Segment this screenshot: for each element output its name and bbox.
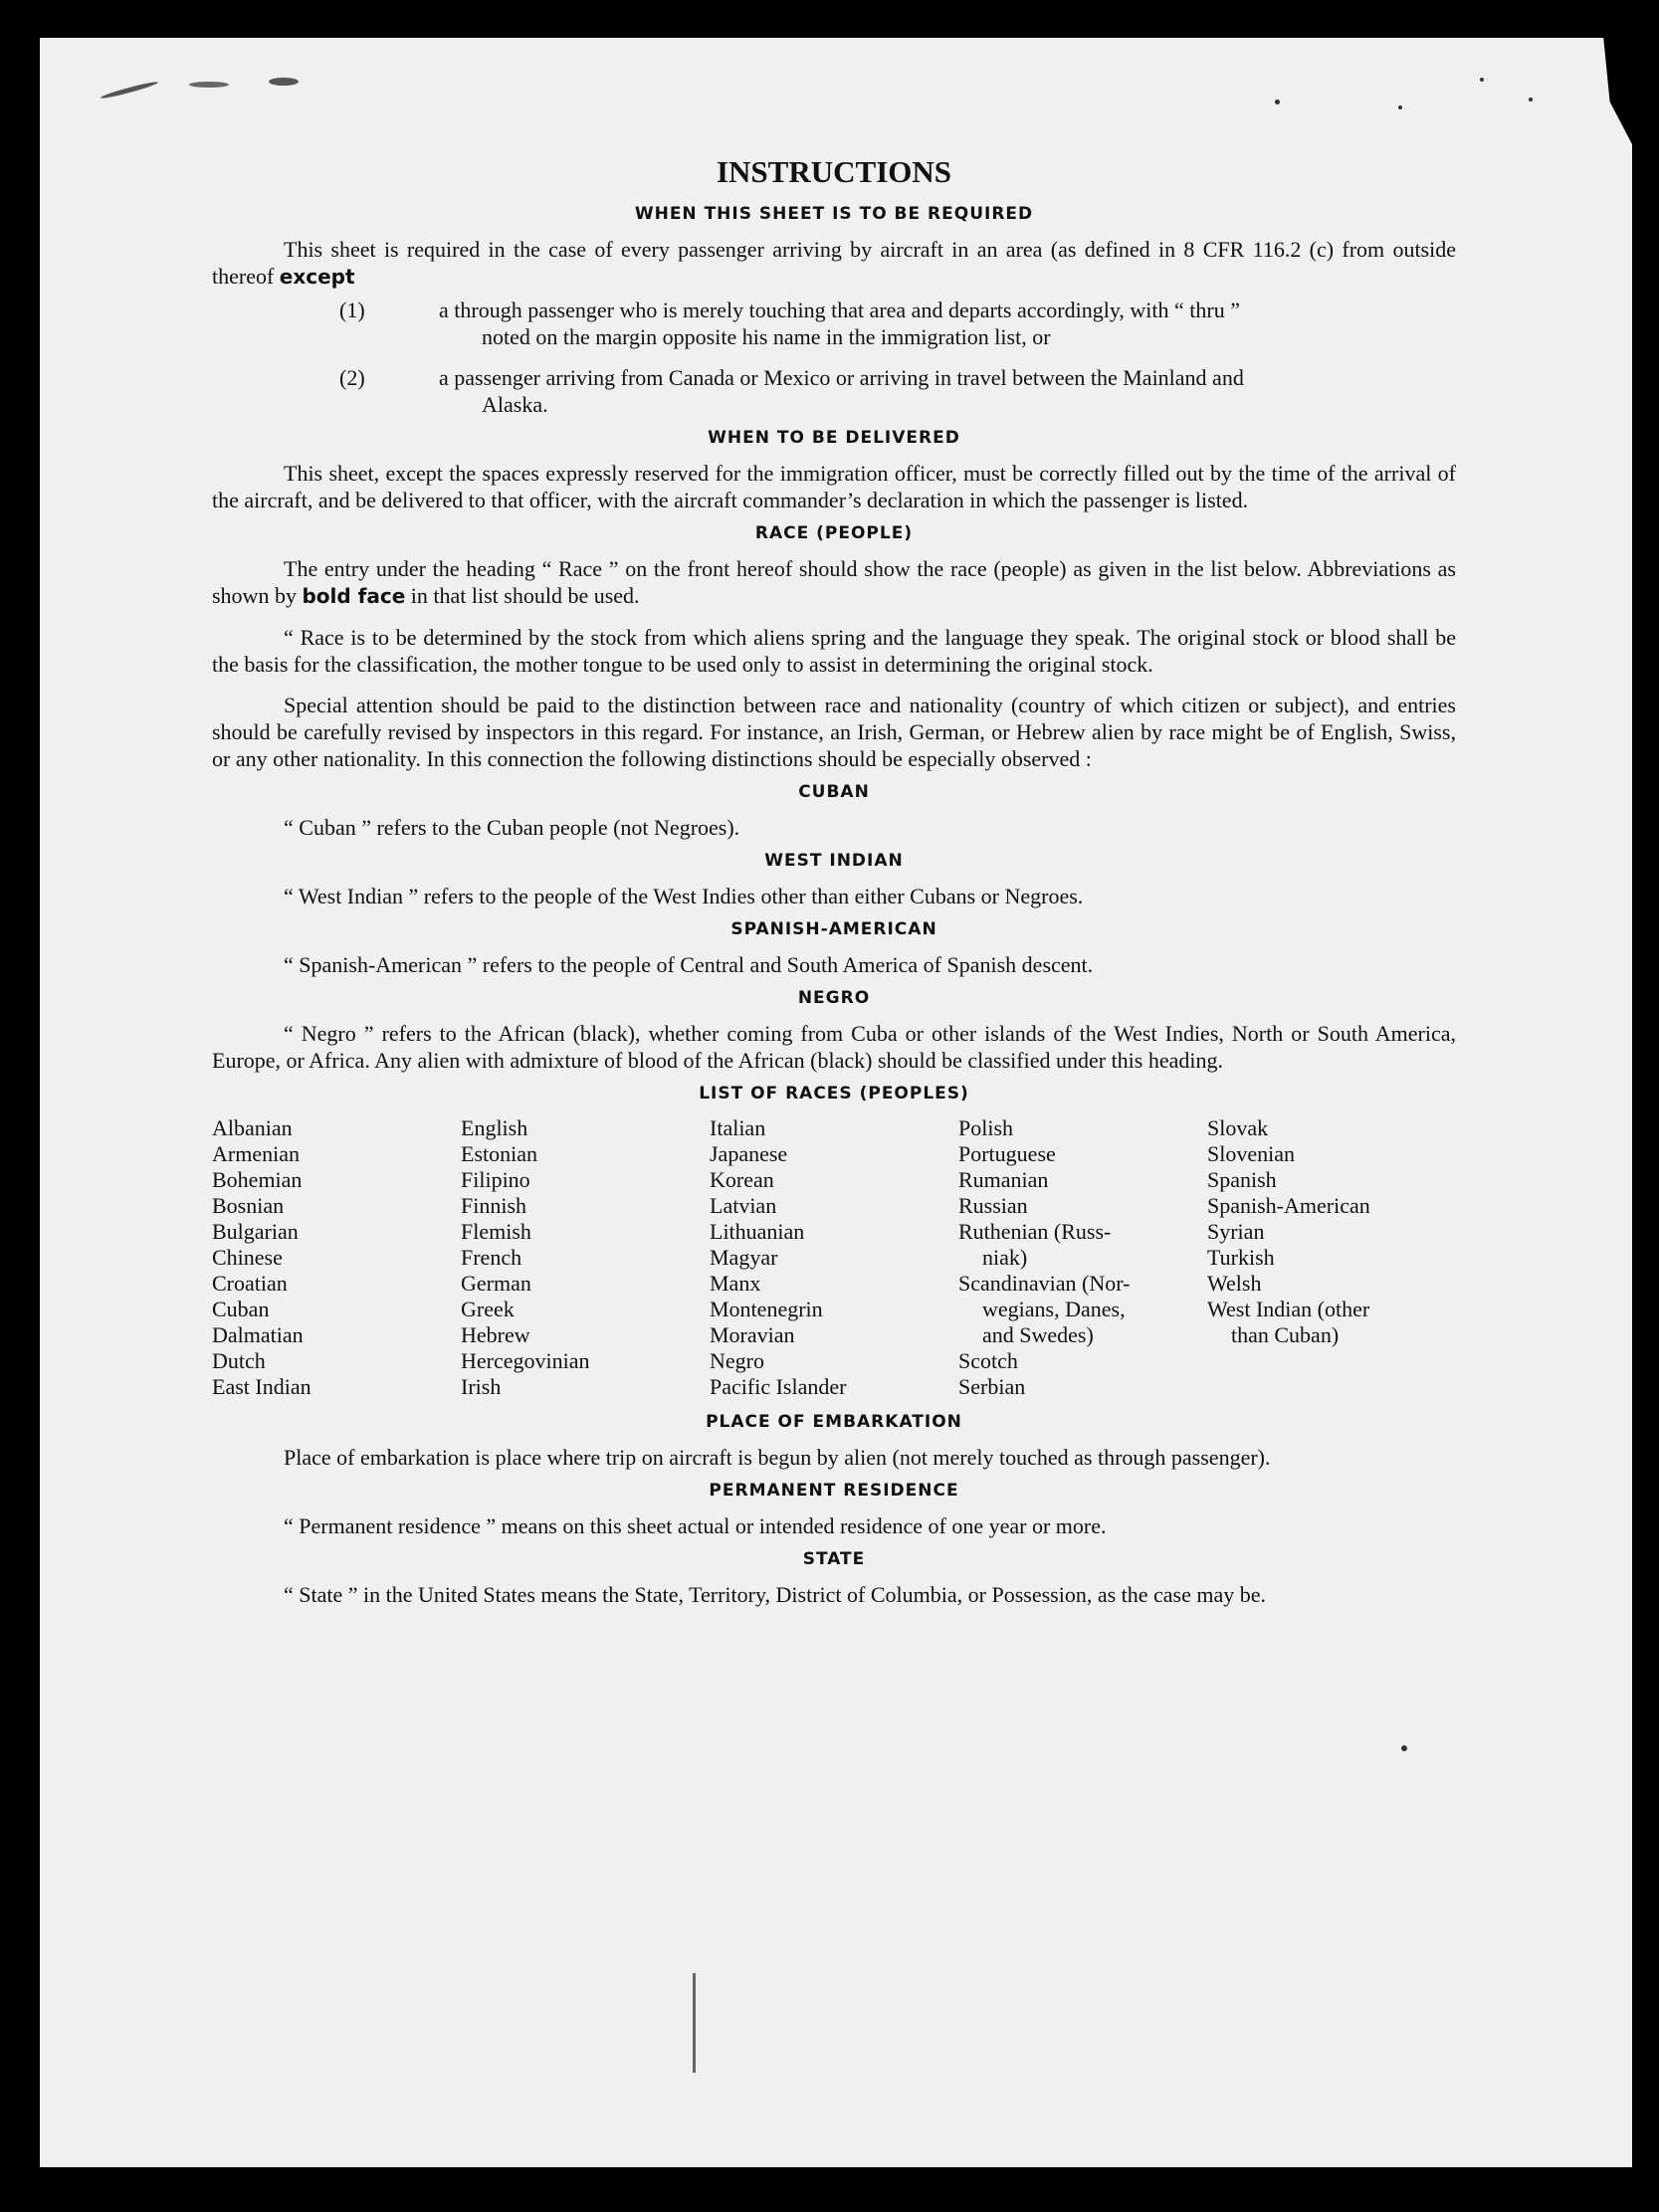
race-entry: Bulgarian (212, 1219, 299, 1244)
race-entry: Korean (710, 1167, 774, 1192)
when-required-intro: This sheet is required in the case of every passenger arriving by aircraft in an area (as defined in 8 CFR 116.2 (c) from outside thereof except (212, 237, 1456, 289)
speck-mark (1275, 100, 1280, 104)
race-entry: Dutch (212, 1348, 266, 1373)
section-heading-cuban: CUBAN (798, 782, 870, 802)
race-entry: Magyar (710, 1245, 778, 1270)
race-entry: Manx (710, 1271, 761, 1296)
race-paragraph-1: The entry under the heading “ Race ” on the front hereof should show the race (people) as given in the list below. Abbreviations as shown by bold face in that list should be used. (212, 556, 1456, 608)
speck-mark (1401, 1745, 1407, 1751)
race-entry: Estonian (461, 1141, 537, 1166)
race-entry: Scandinavian (Nor- (958, 1271, 1131, 1296)
race-entry: Syrian (1207, 1219, 1265, 1244)
smudge-mark (269, 78, 299, 86)
speck-mark (1480, 78, 1484, 82)
race-entry: Slovak (1207, 1115, 1269, 1140)
race-entry: Greek (461, 1297, 515, 1321)
race-entry: Croatian (212, 1271, 288, 1296)
negro-text: “ Negro ” refers to the African (black), whether coming from Cuba or other islands of the West Indies, North or South America, Europe, or Africa. Any alien with admixture of blood of the African (black) should be classified under this heading. (212, 1021, 1456, 1073)
races-column (461, 1115, 710, 1400)
races-column (1207, 1115, 1456, 1400)
race-entry: Russian (958, 1193, 1028, 1218)
speck-mark (1529, 98, 1533, 101)
races-column (212, 1115, 461, 1400)
section-heading-negro: NEGRO (797, 988, 871, 1008)
race-entry: Welsh (1207, 1271, 1262, 1296)
race-entry: Turkish (1207, 1245, 1275, 1270)
state-text: “ State ” in the United States means the State, Territory, District of Columbia, or Possession, as the case may be. (284, 1582, 1267, 1607)
exception-text-continued: Alaska. (482, 392, 548, 417)
race-entry: niak) (982, 1245, 1028, 1270)
race-entry: Italian (710, 1115, 766, 1140)
exception-number: (2) (339, 365, 365, 390)
exception-text-continued: noted on the margin opposite his name in the immigration list, or (482, 324, 1051, 349)
race-entry: Finnish (461, 1193, 527, 1218)
spanish-american-text: “ Spanish-American ” refers to the people of Central and South America of Spanish descent. (284, 952, 1094, 977)
permanent-residence-text: “ Permanent residence ” means on this sheet actual or intended residence of one year or more. (284, 1513, 1107, 1538)
smudge-mark (189, 82, 229, 88)
race-entry: Rumanian (958, 1167, 1049, 1192)
section-heading-when-required: WHEN THIS SHEET IS TO BE REQUIRED (634, 204, 1034, 224)
section-heading-west-indian: WEST INDIAN (764, 851, 904, 871)
speck-mark (1398, 105, 1402, 109)
smudge-mark (100, 80, 158, 100)
race-entry: Hercegovinian (461, 1348, 590, 1373)
section-heading-race: RACE (PEOPLE) (754, 523, 914, 543)
race-entry: wegians, Danes, (982, 1297, 1126, 1321)
race-entry: Ruthenian (Russ- (958, 1219, 1112, 1244)
west-indian-text: “ West Indian ” refers to the people of the West Indies other than either Cubans or Negroes. (284, 884, 1084, 908)
race-entry: Montenegrin (710, 1297, 823, 1321)
race-entry: Hebrew (461, 1322, 530, 1347)
race-entry: Albanian (212, 1115, 293, 1140)
when-delivered-text: This sheet, except the spaces expressly reserved for the immigration officer, must be correctly filled out by the time of the arrival of the aircraft, and be delivered to that officer, with the aircraft commander’s declaration in which the passenger is listed. (212, 461, 1456, 512)
page-title: INSTRUCTIONS (716, 154, 951, 189)
race-entry: Flemish (461, 1219, 531, 1244)
race-entry: German (461, 1271, 531, 1296)
race-entry: Slovenian (1207, 1141, 1295, 1166)
section-heading-permanent-residence: PERMANENT RESIDENCE (709, 1481, 959, 1501)
race-entry: Pacific Islander (710, 1374, 847, 1399)
race-entry: Scotch (958, 1348, 1018, 1373)
race-entry: Japanese (710, 1141, 788, 1166)
race-entry: Filipino (461, 1167, 530, 1192)
race-entry: Serbian (958, 1374, 1026, 1399)
race-entry: Moravian (710, 1322, 795, 1347)
race-entry: Spanish-American (1207, 1193, 1370, 1218)
race-entry: Polish (958, 1115, 1014, 1140)
race-entry: Chinese (212, 1245, 283, 1270)
races-column (710, 1115, 958, 1400)
race-entry: and Swedes) (982, 1322, 1094, 1347)
section-heading-when-delivered: WHEN TO BE DELIVERED (708, 428, 960, 448)
race-entry: Irish (461, 1374, 502, 1399)
race-entry: West Indian (other (1207, 1297, 1370, 1321)
race-entry: Spanish (1207, 1167, 1277, 1192)
races-column (958, 1115, 1207, 1400)
section-heading-list-of-races: LIST OF RACES (PEOPLES) (699, 1084, 969, 1104)
race-entry: Lithuanian (710, 1219, 805, 1244)
cuban-text: “ Cuban ” refers to the Cuban people (not Negroes). (284, 815, 740, 840)
race-entry: French (461, 1245, 522, 1270)
race-entry: Negro (710, 1348, 764, 1373)
section-heading-embarkation: PLACE OF EMBARKATION (706, 1412, 962, 1432)
race-paragraph-2: “ Race is to be determined by the stock from which aliens spring and the language they speak. The original stock or blood shall be the basis for the classification, the mother tongue to be used only to assist in determining the original stock. (212, 625, 1456, 677)
race-entry: Bosnian (212, 1193, 285, 1218)
race-entry: Latvian (710, 1193, 777, 1218)
paper-crease (693, 1973, 696, 2073)
race-entry: Portuguese (958, 1141, 1056, 1166)
exception-text: a through passenger who is merely touching that area and departs accordingly, with “ thru ” (439, 298, 1240, 322)
race-entry: than Cuban) (1231, 1322, 1340, 1347)
race-entry: Armenian (212, 1141, 300, 1166)
instructions-body (212, 154, 1456, 1608)
embarkation-text: Place of embarkation is place where trip on aircraft is begun by alien (not merely touched as through passenger). (284, 1445, 1271, 1470)
race-entry: East Indian (212, 1374, 311, 1399)
section-heading-state: STATE (802, 1549, 866, 1569)
exception-item (212, 297, 1456, 350)
race-paragraph-3: Special attention should be paid to the distinction between race and nationality (country of which citizen or subject), and entries should be carefully revised by inspectors in this regard. For instance, an Irish, German, or Hebrew alien by race might be of English, Swiss, or any other nationality. In this connection the following distinctions should be especially observed : (212, 693, 1456, 771)
race-entry: Bohemian (212, 1167, 303, 1192)
section-heading-spanish-american: SPANISH-AMERICAN (730, 919, 937, 939)
exception-number: (1) (339, 298, 365, 322)
race-entry: English (461, 1115, 528, 1140)
race-entry: Dalmatian (212, 1322, 304, 1347)
races-list (212, 1115, 1456, 1400)
exception-item (212, 364, 1456, 418)
exception-text: a passenger arriving from Canada or Mexico or arriving in travel between the Mainland and (439, 365, 1244, 390)
race-entry: Cuban (212, 1297, 270, 1321)
